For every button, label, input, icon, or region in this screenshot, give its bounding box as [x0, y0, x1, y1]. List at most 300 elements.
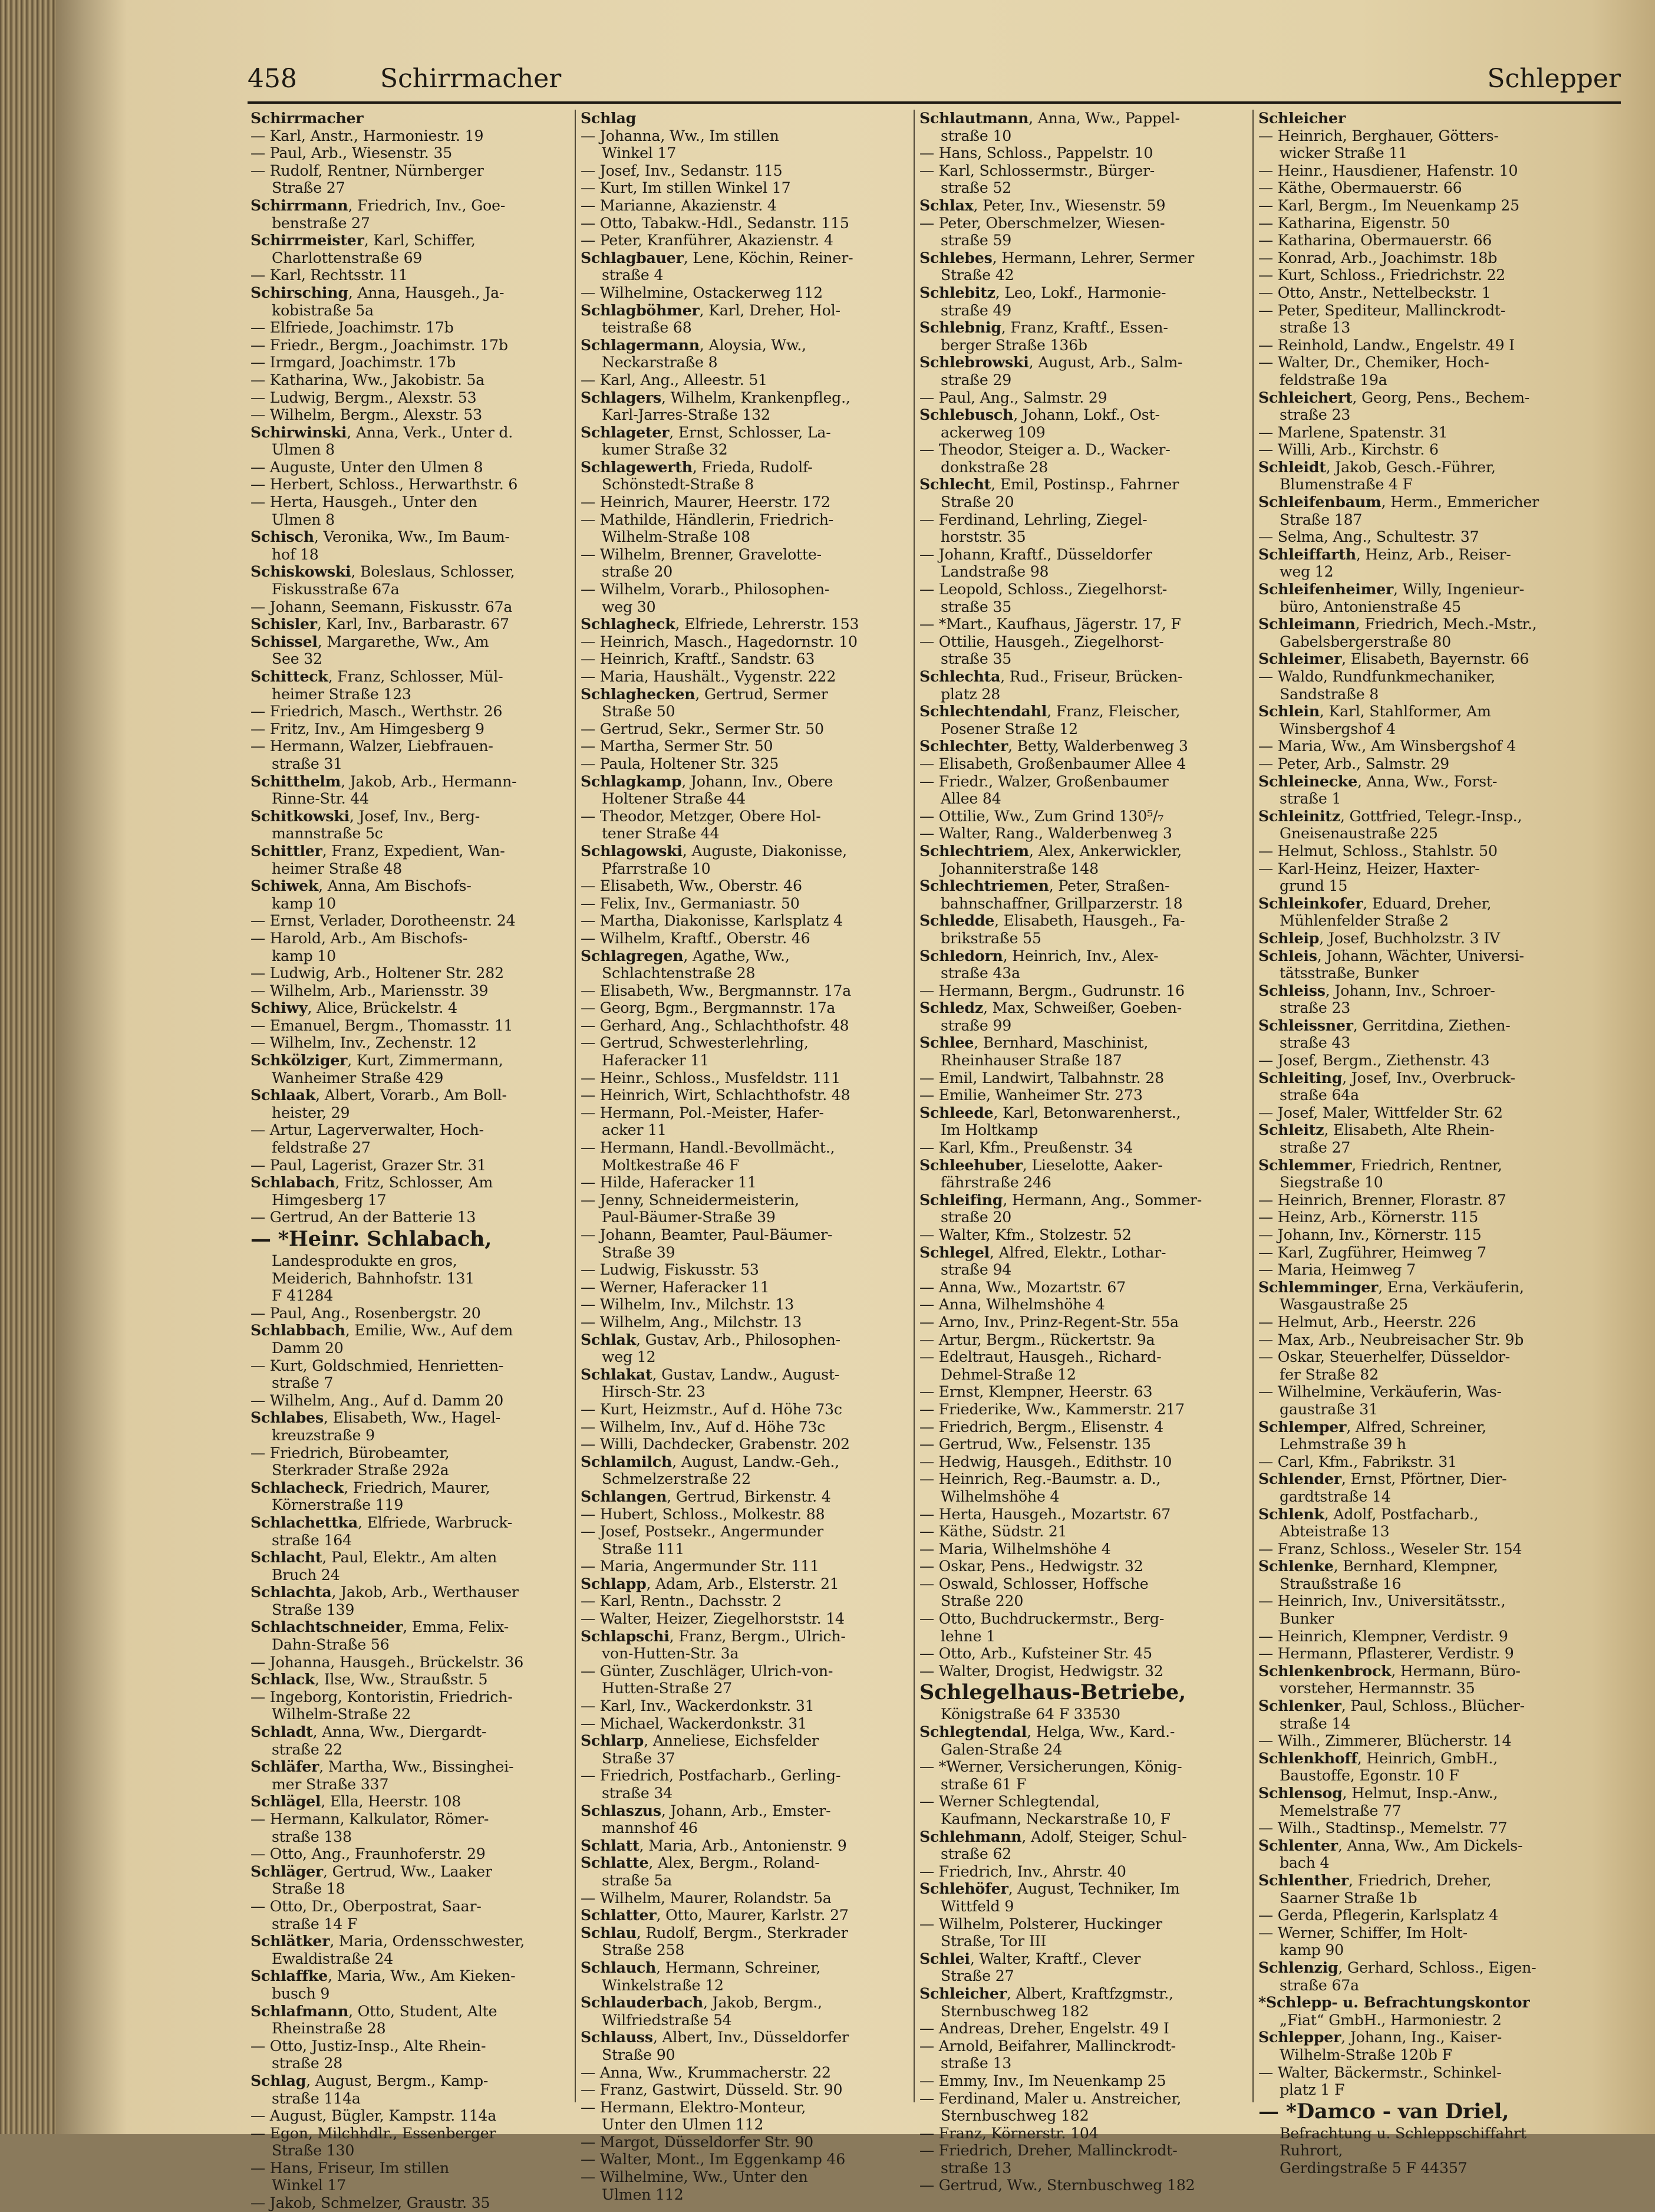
- entry-surname: Schlagheck: [581, 615, 675, 633]
- directory-entry: Rheinstraße 28: [272, 2020, 386, 2037]
- directory-entry: — Katharina, Eigenstr. 50: [1258, 214, 1450, 232]
- entry-surname: Schleifenheimer: [1258, 580, 1394, 598]
- directory-entry: Schlacht, Paul, Elektr., Am alten: [250, 1548, 497, 1566]
- entry-surname: Schlaszus: [581, 1801, 661, 1819]
- directory-entry: — Wilhelm, Brenner, Gravelotte-: [581, 545, 822, 563]
- directory-entry: — *Werner, Versicherungen, König-: [919, 1758, 1182, 1776]
- directory-entry: Lehmstraße 39 h: [1280, 1436, 1406, 1453]
- directory-entry: Im Holtkamp: [941, 1121, 1039, 1139]
- directory-entry: Schlebusch, Johann, Lokf., Ost-: [919, 406, 1160, 424]
- directory-entry: Schlaffke, Maria, Ww., Am Kieken-: [250, 1967, 516, 1985]
- directory-entry: — Wilhelm, Maurer, Rolandstr. 5a: [581, 1889, 832, 1907]
- entry-surname: Schleicher: [1258, 109, 1346, 127]
- directory-entry: — Wilhelm, Polsterer, Huckinger: [919, 1915, 1162, 1933]
- directory-entry: — Heinrich, Maurer, Heerstr. 172: [581, 493, 830, 511]
- directory-entry: — Karl, Anstr., Harmoniestr. 19: [250, 127, 484, 144]
- directory-entry: Schlabach, Fritz, Schlosser, Am: [250, 1173, 493, 1191]
- book-page-edges: [0, 0, 56, 2134]
- entry-surname: Schleehuber: [919, 1156, 1023, 1174]
- entry-surname: Schlemminger: [1258, 1278, 1379, 1296]
- directory-entry: Straße 18: [272, 1880, 345, 1898]
- directory-entry: Schleiting, Josef, Inv., Overbruck-: [1258, 1068, 1515, 1087]
- directory-entry: — Friedrich, Bürobeamter,: [250, 1444, 450, 1462]
- directory-entry: — Kurt, Heizmstr., Auf d. Höhe 73c: [581, 1400, 842, 1418]
- directory-entry: kumer Straße 32: [602, 441, 728, 459]
- directory-entry: Gerdingstraße 5 F 44357: [1280, 2159, 1468, 2177]
- entry-surname: Schleimer: [1258, 650, 1342, 668]
- directory-entry: Rinne-Str. 44: [272, 790, 369, 808]
- directory-entry: kamp 10: [272, 947, 336, 965]
- directory-entry: straße 10: [941, 127, 1012, 144]
- directory-entry: Schlauss, Albert, Inv., Düsseldorfer: [581, 2028, 849, 2046]
- directory-entry: — Auguste, Unter den Ulmen 8: [250, 458, 483, 476]
- directory-entry: — *Mart., Kaufhaus, Jägerstr. 17, F: [919, 615, 1181, 633]
- directory-entry: Schlabes, Elisabeth, Ww., Hagel-: [250, 1408, 501, 1427]
- directory-entry: Paul-Bäumer-Straße 39: [602, 1209, 776, 1226]
- entry-surname: Schlensog: [1258, 1784, 1343, 1802]
- entry-surname: Schläger: [250, 1862, 324, 1880]
- entry-surname: Schlee: [919, 1033, 974, 1052]
- directory-entry: Schittler, Franz, Expedient, Wan-: [250, 841, 505, 860]
- entry-surname: Schlender: [1258, 1470, 1341, 1488]
- directory-entry: Gneisenaustraße 225: [1280, 825, 1438, 842]
- entry-surname: Schlangen: [581, 1487, 667, 1505]
- directory-entry: Körnerstraße 119: [272, 1496, 404, 1514]
- directory-entry: Schlauderbach, Jakob, Bergm.,: [581, 1993, 822, 2012]
- directory-entry: Mühlenfelder Straße 2: [1280, 912, 1449, 930]
- entry-surname: Schiskowski: [250, 562, 351, 581]
- directory-entry: — Werner, Schiffer, Im Holt-: [1258, 1924, 1468, 1941]
- entry-surname: Schlei: [919, 1949, 970, 1967]
- directory-entry: Schlei, Walter, Kraftf., Clever: [919, 1949, 1141, 1967]
- directory-entry: Schleede, Karl, Betonwarenherst.,: [919, 1103, 1181, 1121]
- directory-entry: — Egon, Milchhdlr., Essenberger: [250, 2124, 496, 2142]
- directory-entry: Schlamilch, August, Landw.-Geh.,: [581, 1452, 840, 1470]
- directory-column-3: [919, 109, 1241, 2194]
- directory-entry: Rheinhauser Straße 187: [941, 1052, 1122, 1069]
- directory-entry: — Wilhelm, Inv., Zechenstr. 12: [250, 1034, 477, 1052]
- directory-entry: — Wilhelm, Inv., Auf d. Höhe 73c: [581, 1418, 826, 1436]
- directory-entry: — Johann, Beamter, Paul-Bäumer-: [581, 1226, 833, 1243]
- directory-entry: Schlax, Peter, Inv., Wiesenstr. 59: [919, 196, 1166, 214]
- directory-entry: Schlagregen, Agathe, Ww.,: [581, 946, 790, 965]
- directory-entry: — Ottilie, Ww., Zum Grind 130⁵/₇: [919, 807, 1164, 825]
- directory-entry: — Irmgard, Joachimstr. 17b: [250, 354, 456, 371]
- entry-surname: Schlenkenbrock: [1258, 1661, 1392, 1680]
- entry-surname: Schleiting: [1258, 1068, 1343, 1087]
- directory-entry: heimer Straße 48: [272, 860, 403, 877]
- entry-surname: Schlechta: [919, 667, 1001, 685]
- entry-surname: Schlenk: [1258, 1505, 1324, 1523]
- directory-entry: Damm 20: [272, 1339, 344, 1357]
- directory-entry: Posener Straße 12: [941, 720, 1078, 738]
- directory-entry: Schlatter, Otto, Maurer, Karlstr. 27: [581, 1906, 849, 1924]
- directory-entry: — Friedrich, Postfacharb., Gerling-: [581, 1767, 841, 1785]
- entry-surname: Schlagermann: [581, 335, 700, 354]
- entry-surname: Schlaghecken: [581, 684, 695, 703]
- directory-entry: straße 13: [1280, 319, 1351, 337]
- directory-entry: [1258, 1994, 1588, 2012]
- directory-entry: Straße 20: [941, 493, 1014, 511]
- directory-entry: „Fiat“ GmbH., Harmoniestr. 2: [1280, 2011, 1502, 2029]
- directory-entry: Winsbergshof 4: [1280, 720, 1396, 738]
- entry-surname: Schlagers: [581, 388, 662, 406]
- directory-entry: Schlag, August, Bergm., Kamp-: [250, 2071, 489, 2089]
- directory-entry: Landesprodukte en gros,: [272, 1252, 457, 1269]
- directory-entry: Allee 84: [941, 790, 1001, 808]
- directory-entry: busch 9: [272, 1984, 330, 2002]
- directory-entry: kamp 10: [272, 894, 336, 912]
- directory-entry: Schlegelhaus-Betriebe,: [919, 1680, 1186, 1705]
- directory-entry: fährstraße 246: [941, 1174, 1051, 1191]
- directory-entry: Schlein, Karl, Stahlformer, Am: [1258, 702, 1491, 720]
- directory-entry: Straße 42: [941, 266, 1014, 284]
- directory-entry: — Ferdinand, Lehrling, Ziegel-: [919, 511, 1148, 528]
- directory-entry: Schlabbach, Emilie, Ww., Auf dem: [250, 1321, 513, 1339]
- directory-entry: [581, 110, 902, 127]
- directory-entry: Schlakat, Gustav, Landw., August-: [581, 1365, 840, 1383]
- entry-surname: Schleede: [919, 1103, 994, 1121]
- entry-surname: Schlenter: [1258, 1836, 1338, 1854]
- directory-entry: Schleip, Josef, Buchholzstr. 3 IV: [1258, 929, 1500, 947]
- entry-surname: Schleimann: [1258, 615, 1356, 633]
- directory-entry: — Elisabeth, Großenbaumer Allee 4: [919, 755, 1186, 772]
- directory-entry: — Jenny, Schneidermeisterin,: [581, 1191, 799, 1209]
- entry-surname: Schleiss: [1258, 981, 1326, 999]
- column-divider: [1252, 110, 1254, 2102]
- directory-entry: — Kurt, Im stillen Winkel 17: [581, 179, 791, 197]
- entry-surname: Schlafmann: [250, 2002, 349, 2020]
- directory-entry: — Paul, Lagerist, Grazer Str. 31: [250, 1156, 486, 1174]
- directory-entry: Wilhelm-Straße 108: [602, 528, 750, 546]
- header-last-entry: Schlepper: [1487, 64, 1621, 94]
- directory-entry: straße 27: [1280, 1139, 1351, 1157]
- directory-entry: Schlenk, Adolf, Postfacharb.,: [1258, 1505, 1479, 1523]
- directory-entry: — Heinrich, Klempner, Verdistr. 9: [1258, 1627, 1508, 1645]
- directory-entry: weg 30: [602, 598, 656, 615]
- directory-entry: Schlenkenbrock, Hermann, Büro-: [1258, 1661, 1521, 1680]
- directory-entry: — Heinr., Hausdiener, Hafenstr. 10: [1258, 162, 1518, 179]
- directory-entry: Schläger, Gertrud, Ww., Laaker: [250, 1862, 492, 1880]
- directory-entry: Schlemmer, Friedrich, Rentner,: [1258, 1156, 1502, 1174]
- directory-entry: — Georg, Bgm., Bergmannstr. 17a: [581, 999, 836, 1017]
- directory-entry: — Friedrich, Masch., Werthstr. 26: [250, 703, 503, 720]
- entry-surname: Schirrmacher: [250, 109, 364, 127]
- directory-entry: — Mathilde, Händlerin, Friedrich-: [581, 511, 834, 528]
- directory-entry: — Margot, Düsseldorfer Str. 90: [581, 2133, 814, 2151]
- directory-entry: straße 34: [602, 1785, 673, 1802]
- directory-entry: Schissel, Margarethe, Ww., Am: [250, 632, 489, 650]
- directory-entry: Schlachtenstraße 28: [602, 965, 756, 982]
- entry-surname: Schlack: [250, 1670, 315, 1688]
- header-first-entry: Schirrmacher: [380, 64, 562, 94]
- directory-entry: Winkel 17: [272, 2177, 347, 2194]
- directory-entry: Schlender, Ernst, Pförtner, Dier-: [1258, 1470, 1507, 1488]
- directory-entry: — Andreas, Dreher, Engelstr. 49 I: [919, 2020, 1169, 2037]
- entry-surname: Schleinitz: [1258, 807, 1340, 825]
- directory-entry: — Karl, Ang., Alleestr. 51: [581, 371, 767, 389]
- directory-entry: — Otto, Buchdruckermstr., Berg-: [919, 1610, 1165, 1628]
- directory-entry: teistraße 68: [602, 319, 692, 337]
- entry-surname: Schlehöfer: [919, 1879, 1008, 1898]
- directory-entry: Schleiss, Johann, Inv., Schroer-: [1258, 981, 1495, 999]
- directory-entry: — Walter, Drogist, Hedwigstr. 32: [919, 1662, 1163, 1680]
- directory-entry: — Karl, Bergm., Im Neuenkamp 25: [1258, 196, 1519, 214]
- directory-entry: Schlensog, Helmut, Insp.-Anw.,: [1258, 1784, 1498, 1802]
- directory-entry: — Oswald, Schlosser, Hoffsche: [919, 1575, 1149, 1592]
- directory-entry: — Peter, Spediteur, Mallinckrodt-: [1258, 301, 1506, 319]
- directory-entry: straße 20: [602, 563, 673, 581]
- entry-surname: Schlehmann: [919, 1827, 1022, 1845]
- entry-surname: Schisch: [250, 528, 314, 546]
- entry-surname: Schlabach: [250, 1173, 335, 1191]
- directory-entry: Schlehmann, Adolf, Steiger, Schul-: [919, 1827, 1187, 1845]
- directory-entry: — Kurt, Schloss., Friedrichstr. 22: [1258, 266, 1506, 284]
- directory-entry: Fiskusstraße 67a: [272, 581, 400, 598]
- directory-entry: Straße 220: [941, 1592, 1024, 1610]
- directory-entry: Ulmen 8: [272, 511, 335, 528]
- directory-entry: straße 62: [941, 1845, 1012, 1863]
- directory-entry: — Paul, Arb., Wiesenstr. 35: [250, 144, 453, 162]
- entry-surname: Schlax: [919, 196, 974, 214]
- entry-surname: Schlatte: [581, 1854, 649, 1872]
- directory-entry: Unter den Ulmen 112: [602, 2116, 764, 2134]
- directory-entry: — Wilh., Zimmerer, Blücherstr. 14: [1258, 1732, 1512, 1750]
- directory-entry: Schlätker, Maria, Ordensschwester,: [250, 1932, 525, 1950]
- directory-entry: — Ludwig, Fiskusstr. 53: [581, 1261, 759, 1279]
- directory-entry: — Ludwig, Bergm., Alexstr. 53: [250, 389, 477, 406]
- directory-entry: — Karl, Rechtsstr. 11: [250, 266, 408, 284]
- directory-entry: Straße 37: [602, 1749, 675, 1767]
- directory-entry: — Martha, Sermer Str. 50: [581, 738, 773, 755]
- directory-entry: Schlenzig, Gerhard, Schloss., Eigen-: [1258, 1958, 1537, 1976]
- directory-entry: Straße 50: [602, 703, 675, 720]
- entry-surname: Schlebrowski: [919, 353, 1029, 371]
- directory-entry: — Selma, Ang., Schultestr. 37: [1258, 528, 1479, 546]
- directory-entry: Schlagermann, Aloysia, Ww.,: [581, 335, 806, 354]
- directory-entry: — Friedrich, Bergm., Elisenstr. 4: [919, 1418, 1164, 1436]
- entry-surname: Schlatter: [581, 1906, 657, 1924]
- directory-entry: Schlaszus, Johann, Arb., Emster-: [581, 1801, 831, 1819]
- directory-entry: — Paula, Holtener Str. 325: [581, 755, 779, 772]
- directory-entry: — August, Bügler, Kampstr. 114a: [250, 2107, 497, 2125]
- directory-entry: Schkölziger, Kurt, Zimmermann,: [250, 1051, 503, 1069]
- directory-entry: — Karl, Inv., Wackerdonkstr. 31: [581, 1697, 815, 1715]
- directory-entry: Wanheimer Straße 429: [272, 1069, 444, 1087]
- directory-entry: Moltkestraße 46 F: [602, 1156, 740, 1174]
- column-divider: [914, 110, 915, 2102]
- directory-entry: Ulmen 8: [272, 441, 335, 459]
- directory-entry: — Hedwig, Hausgeh., Edithstr. 10: [919, 1453, 1172, 1470]
- directory-entry: — Anna, Wilhelmshöhe 4: [919, 1296, 1105, 1314]
- entry-surname: Schleifing: [919, 1190, 1003, 1209]
- entry-surname: Schiwek: [250, 877, 319, 895]
- directory-entry: — Otto, Dr., Oberpostrat, Saar-: [250, 1897, 482, 1915]
- entry-surname: Schlau: [581, 1923, 637, 1941]
- directory-entry: — Ludwig, Arb., Holtener Str. 282: [250, 965, 504, 982]
- entry-surname: Schladt: [250, 1723, 313, 1741]
- entry-surname: Schitkowski: [250, 807, 350, 825]
- entry-surname: Schlagregen: [581, 946, 684, 965]
- directory-entry: Schlenther, Friedrich, Dreher,: [1258, 1871, 1492, 1889]
- directory-entry: — Herbert, Schloss., Herwarthstr. 6: [250, 476, 518, 493]
- directory-entry: — Emanuel, Bergm., Thomasstr. 11: [250, 1016, 513, 1034]
- directory-entry: — Johann, Kraftf., Düsseldorfer: [919, 545, 1152, 563]
- entry-surname: Schlak: [581, 1330, 636, 1348]
- directory-entry: — Johanna, Ww., Im stillen: [581, 127, 779, 144]
- directory-entry: — Gertrud, Ww., Felsenstr. 135: [919, 1436, 1151, 1453]
- entry-surname: Schlebnig: [919, 318, 1001, 337]
- entry-surname: Schlaak: [250, 1086, 316, 1104]
- directory-entry: F 41284: [272, 1287, 334, 1305]
- entry-surname: Schleissner: [1258, 1016, 1353, 1034]
- entry-surname: Schlein: [1258, 702, 1320, 720]
- directory-entry: — *Damco - van Driel,: [1258, 2099, 1509, 2124]
- directory-entry: — Wilhelmine, Verkäuferin, Was-: [1258, 1383, 1502, 1401]
- directory-entry: — Ferdinand, Maler u. Anstreicher,: [919, 2089, 1182, 2107]
- directory-entry: — Franz, Schloss., Weseler Str. 154: [1258, 1540, 1522, 1558]
- entry-surname: Schirrmeister: [250, 231, 364, 249]
- directory-entry: Schlenkhoff, Heinrich, GmbH.,: [1258, 1749, 1498, 1767]
- directory-entry: — Heinrich, Inv., Universitätsstr.,: [1258, 1592, 1506, 1610]
- directory-entry: — Gertrud, An der Batterie 13: [250, 1209, 476, 1226]
- directory-entry: Schlebitz, Leo, Lokf., Harmonie-: [919, 283, 1166, 301]
- directory-entry: — Josef, Bergm., Ziethenstr. 43: [1258, 1052, 1490, 1069]
- entry-surname: Schlebitz: [919, 283, 995, 301]
- directory-entry: kobistraße 5a: [272, 301, 374, 319]
- directory-entry: Schlegtendal, Helga, Ww., Kard.-: [919, 1723, 1175, 1741]
- directory-entry: — Ingeborg, Kontoristin, Friedrich-: [250, 1688, 513, 1706]
- directory-entry: — Maria, Haushält., Vygenstr. 222: [581, 668, 836, 685]
- entry-surname: Schirsching: [250, 283, 348, 301]
- directory-entry: Meiderich, Bahnhofstr. 131: [272, 1269, 475, 1287]
- directory-entry: — Otto, Arb., Kufsteiner Str. 45: [919, 1645, 1152, 1663]
- directory-entry: — Hermann, Walzer, Liebfrauen-: [250, 738, 493, 755]
- directory-entry: Schlagers, Wilhelm, Krankenpfleg.,: [581, 388, 850, 406]
- directory-entry: Schleissner, Gerritdina, Ziethen-: [1258, 1016, 1511, 1034]
- directory-entry: Schlacheck, Friedrich, Maurer,: [250, 1478, 490, 1496]
- directory-entry: Wilhelmshöhe 4: [941, 1487, 1060, 1505]
- directory-entry: — Maria, Wilhelmshöhe 4: [919, 1540, 1111, 1558]
- header-rule: [248, 101, 1621, 104]
- directory-entry: — Gertrud, Sekr., Sermer Str. 50: [581, 720, 824, 738]
- directory-entry: Schleis, Johann, Wächter, Universi-: [1258, 946, 1524, 965]
- directory-entry: straße 35: [941, 650, 1012, 668]
- directory-entry: weg 12: [1280, 563, 1334, 581]
- entry-surname: Schleichert: [1258, 388, 1353, 406]
- directory-entry: — Fritz, Inv., Am Himgesberg 9: [250, 720, 484, 738]
- directory-entry: Schlageter, Ernst, Schlosser, La-: [581, 423, 831, 441]
- directory-entry: Schlebrowski, August, Arb., Salm-: [919, 353, 1183, 371]
- directory-entry: Wilfriedstraße 54: [602, 2011, 732, 2029]
- entry-surname: Schlenke: [1258, 1557, 1334, 1575]
- directory-entry: straße 94: [941, 1261, 1012, 1279]
- directory-entry: — Helmut, Arb., Heerstr. 226: [1258, 1313, 1476, 1331]
- directory-entry: Schlemminger, Erna, Verkäuferin,: [1258, 1278, 1524, 1296]
- directory-entry: Schlak, Gustav, Arb., Philosophen-: [581, 1330, 840, 1348]
- directory-entry: — Edeltraut, Hausgeh., Richard-: [919, 1348, 1162, 1366]
- directory-entry: — Heinrich, Masch., Hagedornstr. 10: [581, 633, 858, 650]
- directory-entry: mannshof 46: [602, 1819, 698, 1837]
- entry-surname: Schlemmer: [1258, 1156, 1352, 1174]
- directory-entry: berger Straße 136b: [941, 336, 1087, 354]
- directory-entry: bach 4: [1280, 1854, 1330, 1872]
- directory-entry: Schlautmann, Anna, Ww., Pappel-: [919, 109, 1180, 127]
- directory-entry: — Karl, Schlossermstr., Bürger-: [919, 162, 1155, 179]
- entry-surname: Schlebes: [919, 248, 993, 266]
- directory-entry: Schladt, Anna, Ww., Diergardt-: [250, 1723, 487, 1741]
- directory-entry: — Gerda, Pflegerin, Karlsplatz 4: [1258, 1907, 1499, 1924]
- directory-entry: Schlenter, Anna, Ww., Am Dickels-: [1258, 1836, 1523, 1854]
- directory-entry: See 32: [272, 650, 322, 668]
- directory-entry: — Konrad, Arb., Joachimstr. 18b: [1258, 249, 1498, 266]
- directory-entry: — Johann, Inv., Körnerstr. 115: [1258, 1226, 1482, 1243]
- directory-entry: — Karl, Rentn., Dachsstr. 2: [581, 1592, 782, 1610]
- entry-surname: Schleitz: [1258, 1121, 1324, 1139]
- directory-entry: Wittfeld 9: [941, 1897, 1014, 1915]
- directory-entry: — Oskar, Pens., Hedwigstr. 32: [919, 1558, 1143, 1575]
- directory-entry: Schlafmann, Otto, Student, Alte: [250, 2002, 497, 2020]
- directory-entry: — Gertrud, Ww., Sternbuschweg 182: [919, 2177, 1195, 2194]
- directory-entry: — Elfriede, Joachimstr. 17b: [250, 319, 454, 337]
- directory-entry: — Gertrud, Schwesterlehrling,: [581, 1034, 809, 1052]
- directory-entry: acker 11: [602, 1121, 667, 1139]
- directory-entry: — Artur, Lagerverwalter, Hoch-: [250, 1121, 484, 1139]
- directory-entry: Saarner Straße 1b: [1280, 1889, 1417, 1907]
- directory-entry: — Anna, Ww., Krummacherstr. 22: [581, 2063, 831, 2081]
- directory-entry: — Katharina, Obermauerstr. 66: [1258, 232, 1492, 249]
- directory-entry: — Felix, Inv., Germaniastr. 50: [581, 894, 800, 912]
- directory-entry: — Herta, Hausgeh., Unter den: [250, 493, 477, 511]
- entry-surname: Schisler: [250, 615, 317, 633]
- directory-entry: Schleitz, Elisabeth, Alte Rhein-: [1258, 1121, 1495, 1139]
- directory-entry: Schlepper, Johann, Ing., Kaiser-: [1258, 2028, 1502, 2046]
- directory-entry: — Franz, Gastwirt, Düsseld. Str. 90: [581, 2081, 843, 2099]
- entry-surname: Schlarp: [581, 1732, 644, 1750]
- directory-entry: Schleifenheimer, Willy, Ingenieur-: [1258, 580, 1524, 598]
- directory-entry: straße 43a: [941, 965, 1020, 982]
- directory-entry: feldstraße 27: [272, 1139, 371, 1157]
- entry-surname: Schlatt: [581, 1836, 639, 1854]
- entry-surname: Schlagewerth: [581, 457, 693, 476]
- directory-entry: — Hermann, Pol.-Meister, Hafer-: [581, 1104, 824, 1121]
- entry-surname: Schlauch: [581, 1958, 657, 1976]
- directory-entry: straße 52: [941, 179, 1012, 197]
- directory-entry: — Walter, Rang., Walderbenweg 3: [919, 825, 1172, 842]
- directory-entry: tener Straße 44: [602, 825, 720, 842]
- directory-entry: — Wilhelm, Ang., Auf d. Damm 20: [250, 1391, 504, 1409]
- entry-surname: Schleinkofer: [1258, 894, 1363, 912]
- entry-surname: Schissel: [250, 632, 318, 650]
- directory-entry: — Emil, Landwirt, Talbahnstr. 28: [919, 1069, 1164, 1087]
- directory-entry: Schleinecke, Anna, Ww., Forst-: [1258, 772, 1498, 790]
- directory-entry: — Otto, Ang., Fraunhoferstr. 29: [250, 1845, 486, 1863]
- directory-entry: Schlee, Bernhard, Maschinist,: [919, 1033, 1149, 1052]
- directory-entry: Schisch, Veronika, Ww., Im Baum-: [250, 528, 510, 546]
- directory-entry: Schlagowski, Auguste, Diakonisse,: [581, 841, 847, 860]
- directory-entry: Karl-Jarres-Straße 132: [602, 406, 770, 424]
- directory-entry: — Reinhold, Landw., Engelstr. 49 I: [1258, 336, 1515, 354]
- directory-entry: — Kurt, Goldschmied, Henrietten-: [250, 1357, 504, 1374]
- directory-entry: — Otto, Justiz-Insp., Alte Rhein-: [250, 2037, 486, 2055]
- directory-entry: brikstraße 55: [941, 929, 1041, 947]
- directory-entry: Schlägel, Ella, Heerstr. 108: [250, 1792, 461, 1811]
- directory-entry: — Theodor, Steiger a. D., Wacker-: [919, 441, 1171, 459]
- directory-entry: — Willi, Arb., Kirchstr. 6: [1258, 441, 1439, 459]
- directory-entry: — Jakob, Schmelzer, Graustr. 35: [250, 2194, 490, 2212]
- directory-entry: Charlottenstraße 69: [272, 249, 423, 266]
- directory-entry: Schitkowski, Josef, Inv., Berg-: [250, 807, 480, 825]
